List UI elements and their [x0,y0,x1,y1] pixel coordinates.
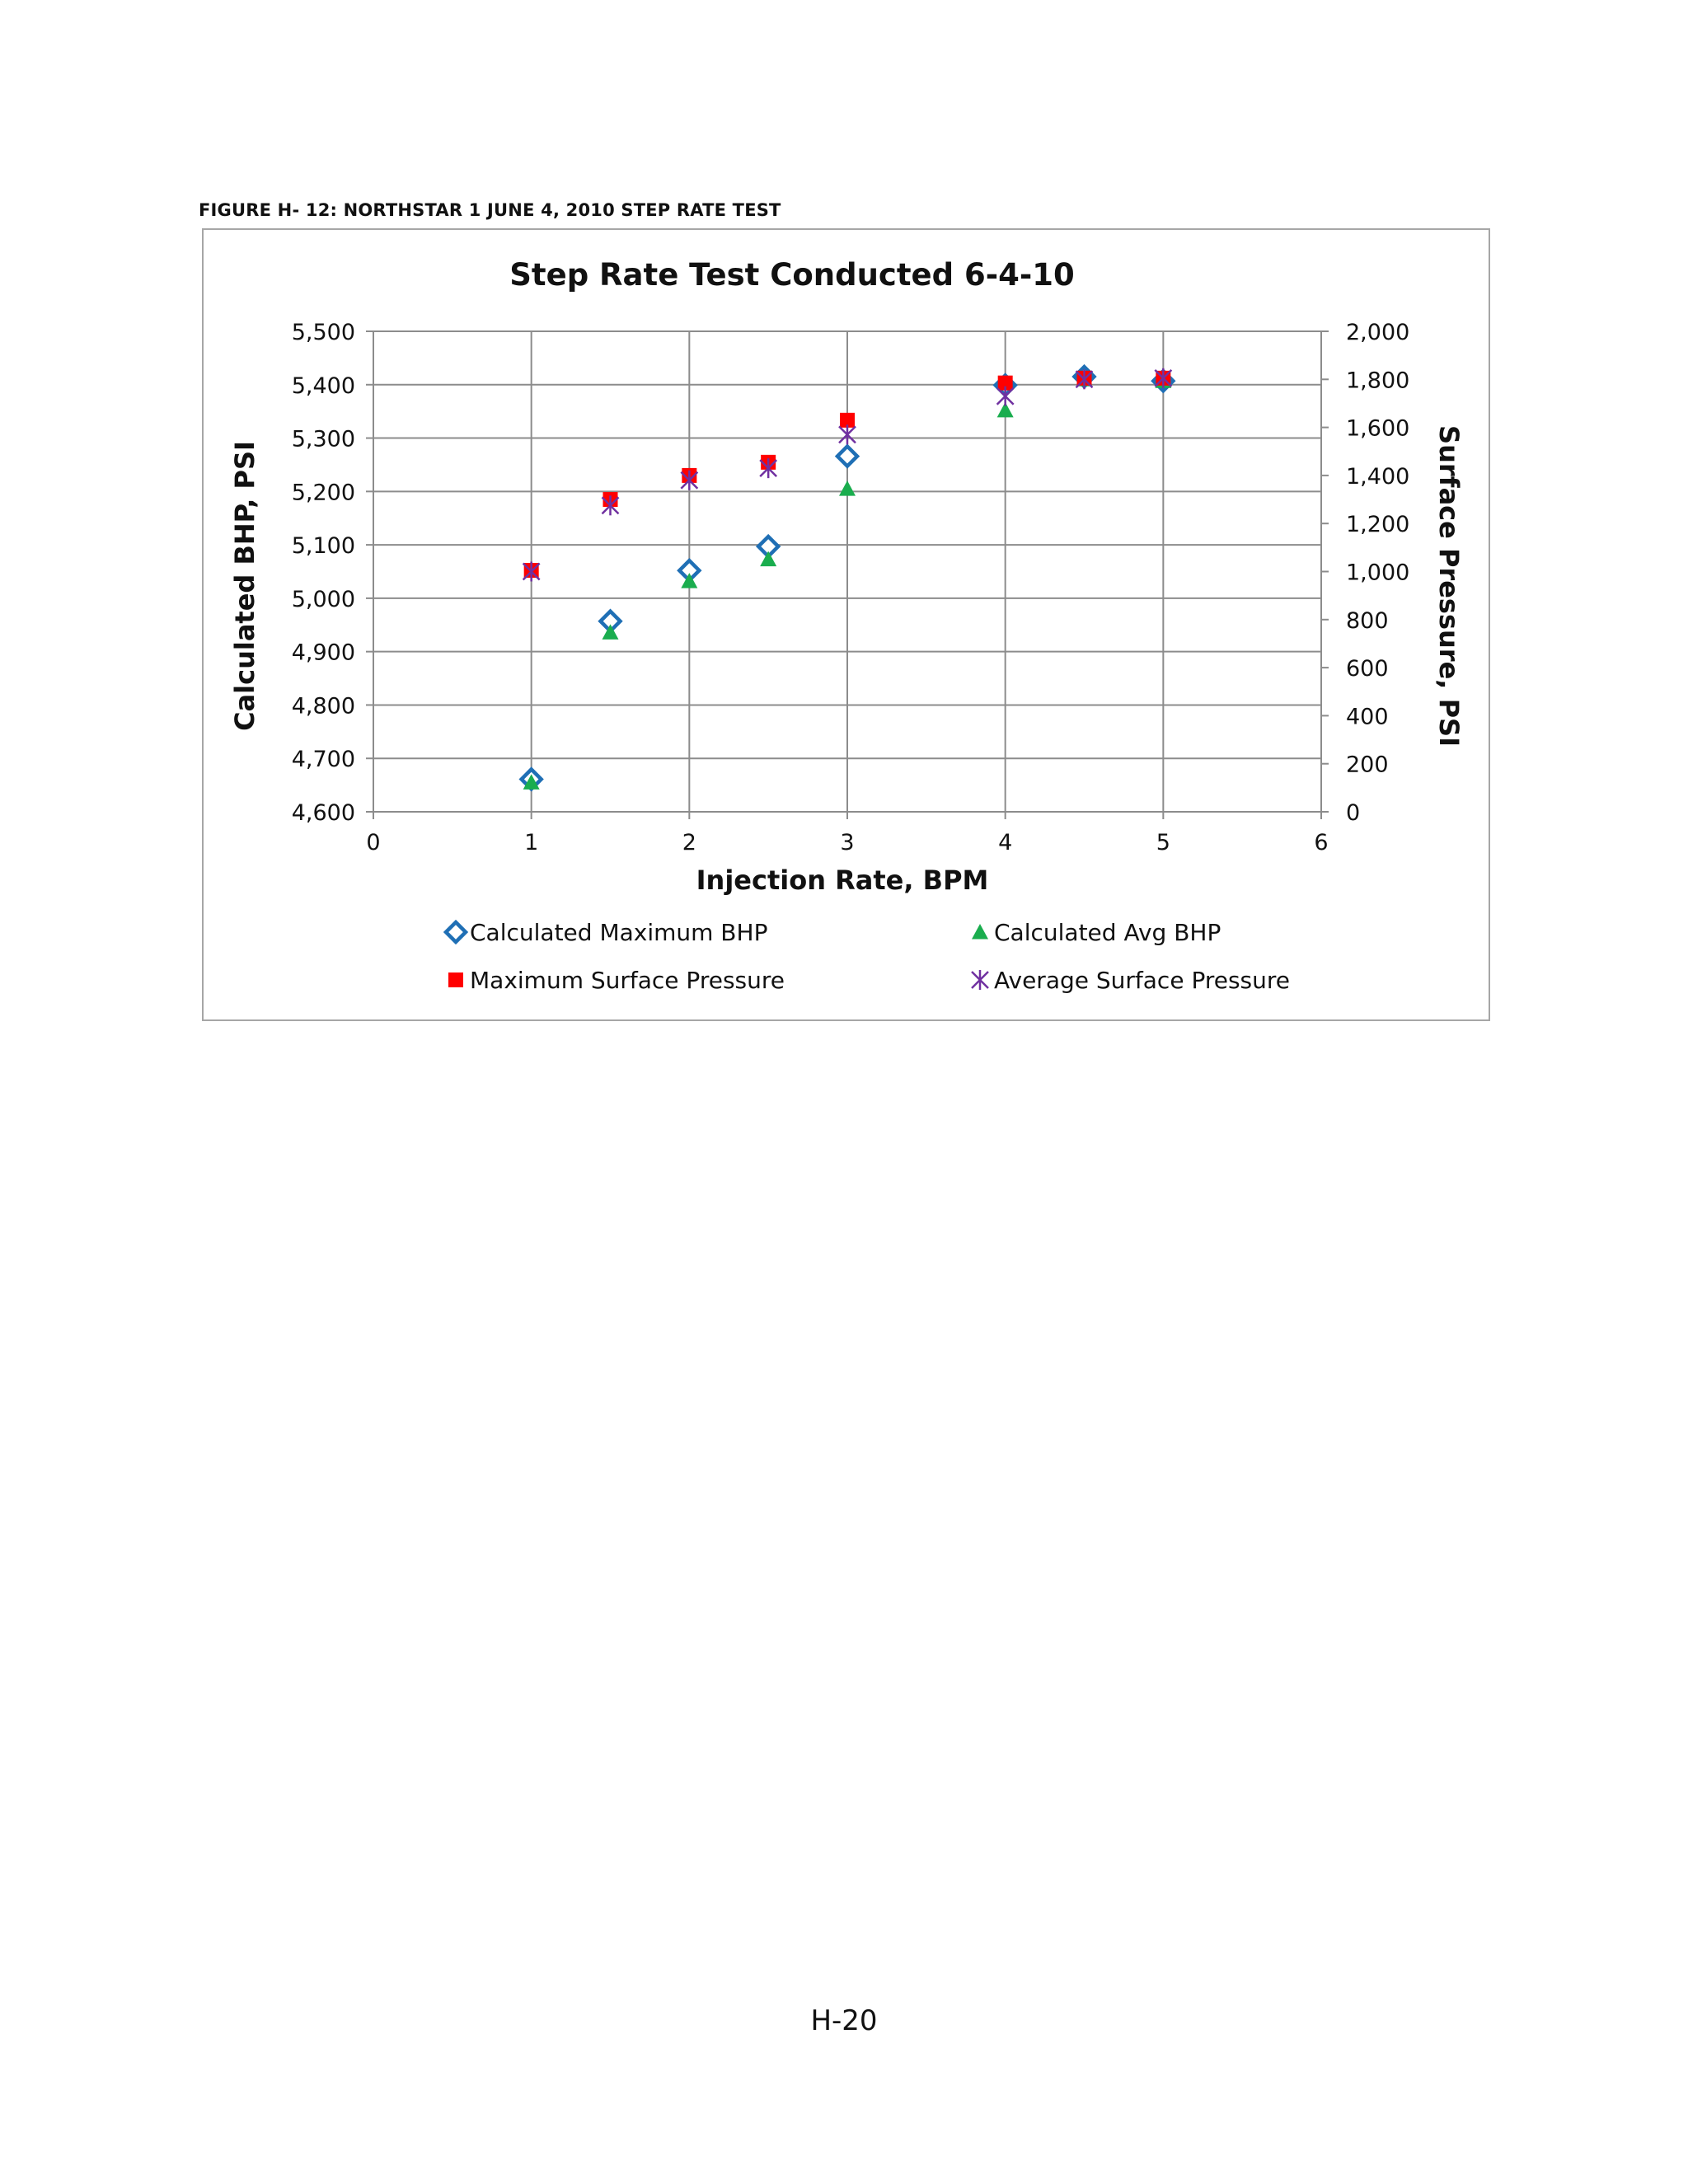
legend-marker-average-surface-pressure [972,970,988,990]
legend-marker-maximum-surface-pressure [448,972,463,987]
y-tick-label: 4,800 [291,693,355,719]
figure-caption: FIGURE H- 12: NORTHSTAR 1 JUNE 4, 2010 STEP RATE TEST [199,200,781,220]
y2-axis-label: Surface Pressure, PSI [1433,425,1465,747]
y2-tick-label: 1,200 [1346,512,1410,538]
legend-label-maximum-surface-pressure: Maximum Surface Pressure [470,967,785,994]
x-tick-label: 2 [682,830,696,855]
x-tick-label: 0 [366,830,381,855]
legend-label-calculated-avg-bhp: Calculated Avg BHP [994,919,1221,946]
average-surface-pressure-point [839,424,856,444]
x-tick-label: 4 [998,830,1013,855]
legend-item-maximum-surface-pressure [448,967,785,994]
legend-item-calculated-avg-bhp [972,919,1221,946]
x-axis-label: Injection Rate, BPM [696,865,989,896]
y2-tick-label: 600 [1346,656,1389,682]
y-tick-label: 4,900 [291,640,355,666]
x-tick-label: 3 [840,830,855,855]
y2-tick-label: 400 [1346,704,1389,730]
y-tick-label: 4,600 [291,800,355,826]
x-tick-label: 6 [1314,830,1329,855]
average-surface-pressure-point [997,387,1014,406]
y-tick-label: 5,200 [291,480,355,506]
y2-tick-label: 200 [1346,752,1389,778]
calculated-avg-bhp-point [839,480,856,496]
y-tick-label: 5,000 [291,586,355,612]
step-rate-chart [204,230,1489,1019]
y-tick-label: 4,700 [291,747,355,773]
legend-label-calculated-maximum-bhp: Calculated Maximum BHP [470,919,768,946]
y-tick-label: 5,300 [291,426,355,452]
y2-tick-label: 1,000 [1346,560,1410,586]
y-tick-label: 5,400 [291,373,355,399]
x-tick-label: 5 [1156,830,1170,855]
legend [446,919,1290,994]
legend-item-average-surface-pressure [972,967,1290,994]
page-number: H-20 [810,2004,878,2037]
legend-marker-calculated-avg-bhp [972,924,988,940]
y-tick-label: 5,100 [291,533,355,560]
y-axis-label: Calculated BHP, PSI [229,441,260,731]
calculated-maximum-bhp-point [837,447,857,466]
legend-label-average-surface-pressure: Average Surface Pressure [994,967,1291,994]
axis-layer [292,320,1410,855]
y-tick-label: 5,500 [291,320,355,345]
y2-tick-label: 800 [1346,607,1389,634]
grid-layer [373,331,1321,812]
x-tick-label: 1 [524,830,539,855]
chart-title: Step Rate Test Conducted 6-4-10 [509,257,1075,293]
calculated-avg-bhp-point [760,551,776,567]
legend-item-calculated-maximum-bhp [446,919,767,946]
y2-tick-label: 1,800 [1346,368,1410,394]
chart-frame [202,228,1490,1021]
y2-tick-label: 2,000 [1346,320,1410,345]
y2-tick-label: 1,400 [1346,463,1410,490]
legend-marker-calculated-maximum-bhp [446,922,466,942]
y2-tick-label: 0 [1346,800,1361,826]
y2-tick-label: 1,600 [1346,415,1410,442]
